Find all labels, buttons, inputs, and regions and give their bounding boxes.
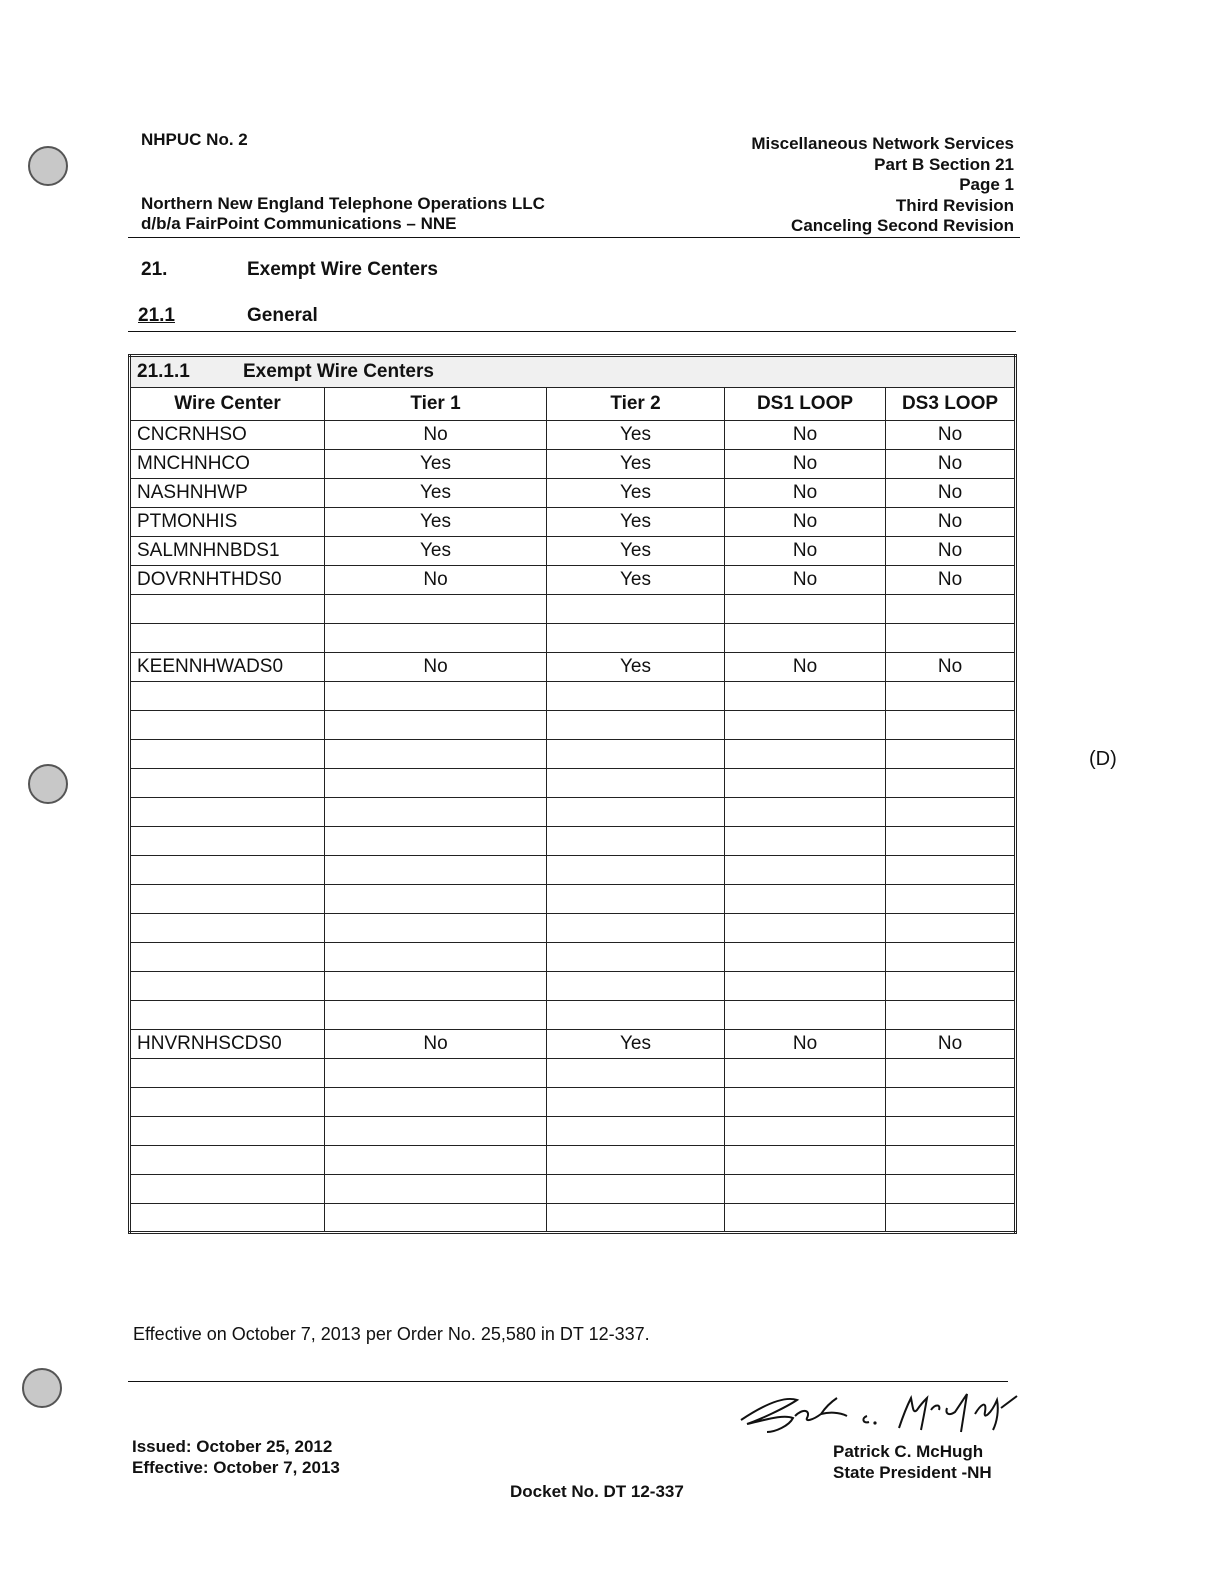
table-cell <box>886 1117 1016 1146</box>
table-cell <box>547 1117 725 1146</box>
table-cell <box>325 1088 547 1117</box>
table-row <box>130 1204 1016 1233</box>
wire-center-cell <box>130 595 325 624</box>
company-dba: d/b/a FairPoint Communications – NNE <box>141 214 457 233</box>
table-cell <box>725 885 886 914</box>
table-cell: Yes <box>325 508 547 537</box>
wire-center-cell <box>130 914 325 943</box>
table-cell <box>725 1175 886 1204</box>
tariff-number: NHPUC No. 2 <box>141 130 248 149</box>
table-cell: No <box>325 1030 547 1059</box>
table-cell <box>547 740 725 769</box>
table-cell <box>886 885 1016 914</box>
table-cell <box>325 624 547 653</box>
wire-center-cell: NASHNHWP <box>130 479 325 508</box>
table-cell: No <box>886 421 1016 450</box>
table-cell: Yes <box>547 508 725 537</box>
table-cell: Yes <box>325 537 547 566</box>
handwritten-signature <box>735 1390 1020 1438</box>
table-cell <box>725 682 886 711</box>
table-cell <box>547 769 725 798</box>
section-number: 21. <box>141 259 168 280</box>
wire-center-cell <box>130 1146 325 1175</box>
table-row <box>130 421 1016 450</box>
wire-center-cell <box>130 885 325 914</box>
table-cell <box>886 1146 1016 1175</box>
subsection-title: General <box>247 305 318 326</box>
table-row <box>130 624 1016 653</box>
binder-hole-bottom <box>22 1368 62 1408</box>
wire-center-cell <box>130 856 325 885</box>
table-cell <box>725 595 886 624</box>
table-cell <box>547 1088 725 1117</box>
table-cell <box>325 885 547 914</box>
table-cell <box>325 711 547 740</box>
table-cell <box>547 827 725 856</box>
table-row <box>130 1146 1016 1175</box>
table-cell: No <box>725 421 886 450</box>
wire-center-cell <box>130 1059 325 1088</box>
header-revision: Third Revision <box>895 195 1014 215</box>
issue-dates <box>132 1436 340 1478</box>
table-cell <box>886 1001 1016 1030</box>
footer-rule <box>128 1381 1008 1382</box>
subsection-rule <box>128 331 1016 332</box>
table-cell <box>547 856 725 885</box>
table-row <box>130 566 1016 595</box>
wire-center-cell: DOVRNHTHDS0 <box>130 566 325 595</box>
table-cell <box>725 1146 886 1175</box>
table-cell <box>547 798 725 827</box>
wire-center-cell <box>130 740 325 769</box>
table-cell <box>725 711 886 740</box>
table-row <box>130 1030 1016 1059</box>
wire-center-cell <box>130 1001 325 1030</box>
table-cell <box>547 595 725 624</box>
table-row <box>130 479 1016 508</box>
revision-marker: (D) <box>1089 748 1117 770</box>
wire-center-cell <box>130 1088 325 1117</box>
wire-center-cell: CNCRNHSO <box>130 421 325 450</box>
table-cell <box>886 1059 1016 1088</box>
table-row <box>130 711 1016 740</box>
table-cell <box>325 682 547 711</box>
table-row <box>130 914 1016 943</box>
signer-name: Patrick C. McHugh <box>833 1442 984 1461</box>
table-cell: No <box>725 653 886 682</box>
column-header-tier-1: Tier 1 <box>325 388 547 421</box>
header-rule <box>128 237 1020 238</box>
effective-note: Effective on October 7, 2013 per Order No. 25,580 in DT 12-337. <box>133 1324 650 1344</box>
signer-title: State President -NH <box>833 1463 992 1482</box>
table-cell <box>325 943 547 972</box>
table-cell <box>547 1001 725 1030</box>
column-header-ds1-loop: DS1 LOOP <box>725 388 886 421</box>
table-cell <box>725 972 886 1001</box>
table-cell <box>725 798 886 827</box>
table-cell <box>547 972 725 1001</box>
wire-center-cell: KEENNHWADS0 <box>130 653 325 682</box>
table-cell <box>325 1117 547 1146</box>
table-cell: No <box>725 450 886 479</box>
table-row <box>130 769 1016 798</box>
wire-center-cell <box>130 711 325 740</box>
table-row <box>130 595 1016 624</box>
table-row <box>130 450 1016 479</box>
binder-hole-top <box>28 146 68 186</box>
table-row <box>130 885 1016 914</box>
section-title: Exempt Wire Centers <box>247 259 438 280</box>
issued-date: Issued: October 25, 2012 <box>132 1437 333 1456</box>
wire-center-cell <box>130 1117 325 1146</box>
table-row <box>130 943 1016 972</box>
table-row <box>130 653 1016 682</box>
table-cell <box>325 769 547 798</box>
table-cell <box>886 769 1016 798</box>
table-cell <box>725 740 886 769</box>
table-cell <box>547 682 725 711</box>
table-cell <box>886 1204 1016 1233</box>
wire-center-cell <box>130 972 325 1001</box>
wire-center-cell <box>130 798 325 827</box>
column-header-tier-2: Tier 2 <box>547 388 725 421</box>
table-cell <box>886 827 1016 856</box>
table-cell <box>725 1001 886 1030</box>
table-cell: No <box>886 479 1016 508</box>
exempt-wire-centers-table <box>128 354 1017 1234</box>
signer-block <box>833 1441 992 1483</box>
table-cell <box>725 1117 886 1146</box>
table-cell: Yes <box>547 1030 725 1059</box>
table-cell: Yes <box>325 450 547 479</box>
table-cell <box>325 1175 547 1204</box>
table-cell: No <box>725 537 886 566</box>
table-cell <box>886 624 1016 653</box>
table-cell <box>886 740 1016 769</box>
table-cell: No <box>725 479 886 508</box>
table-cell <box>725 1088 886 1117</box>
table-cell <box>325 972 547 1001</box>
table-cell <box>886 1175 1016 1204</box>
table-row <box>130 682 1016 711</box>
table-cell <box>725 914 886 943</box>
table-cell <box>725 769 886 798</box>
table-cell: No <box>325 653 547 682</box>
table-cell <box>325 1146 547 1175</box>
table-cell <box>547 885 725 914</box>
header-canceling: Canceling Second Revision <box>791 216 1014 235</box>
table-cell <box>886 595 1016 624</box>
company-name: Northern New England Telephone Operations LLC <box>141 194 545 213</box>
table-cell <box>325 856 547 885</box>
table-row <box>130 1059 1016 1088</box>
table-cell: Yes <box>547 479 725 508</box>
table-cell <box>886 798 1016 827</box>
wire-center-cell <box>130 682 325 711</box>
table-cell: No <box>886 653 1016 682</box>
docket-number: Docket No. DT 12-337 <box>510 1482 684 1501</box>
table-cell: Yes <box>325 479 547 508</box>
table-cell: No <box>886 566 1016 595</box>
wire-center-cell <box>130 827 325 856</box>
table-cell <box>325 595 547 624</box>
table-cell: Yes <box>547 653 725 682</box>
wire-center-cell <box>130 624 325 653</box>
table-cell <box>547 624 725 653</box>
table-cell <box>725 943 886 972</box>
table-cell: No <box>886 508 1016 537</box>
table-cell <box>547 943 725 972</box>
table-cell: No <box>886 1030 1016 1059</box>
table-row <box>130 1088 1016 1117</box>
table-row <box>130 508 1016 537</box>
table-cell <box>886 943 1016 972</box>
table-cell <box>886 914 1016 943</box>
table-cell <box>886 1088 1016 1117</box>
wire-center-cell <box>130 1175 325 1204</box>
table-cell: Yes <box>547 421 725 450</box>
wire-center-cell <box>130 769 325 798</box>
table-cell <box>325 1204 547 1233</box>
table-cell: No <box>725 1030 886 1059</box>
table-cell <box>725 1204 886 1233</box>
header-page: Page 1 <box>959 175 1014 194</box>
table-row <box>130 537 1016 566</box>
table-cell: No <box>886 537 1016 566</box>
wire-center-cell: HNVRNHSCDS0 <box>130 1030 325 1059</box>
table-cell <box>725 827 886 856</box>
wire-center-cell <box>130 1204 325 1233</box>
table-cell <box>547 711 725 740</box>
wire-center-cell <box>130 943 325 972</box>
table-cell <box>725 1059 886 1088</box>
header-part-section: Part B Section 21 <box>874 154 1014 174</box>
wire-center-cell: MNCHNHCO <box>130 450 325 479</box>
table-body <box>130 421 1016 1233</box>
table-row <box>130 798 1016 827</box>
table-row <box>130 856 1016 885</box>
table-cell <box>725 624 886 653</box>
table-caption-number: 21.1.1 <box>137 361 190 382</box>
binder-hole-middle <box>28 764 68 804</box>
table-cell: Yes <box>547 566 725 595</box>
table-cell: Yes <box>547 537 725 566</box>
table-cell <box>886 972 1016 1001</box>
table-cell <box>725 856 886 885</box>
table-row <box>130 972 1016 1001</box>
table-row <box>130 1001 1016 1030</box>
table-cell: No <box>725 508 886 537</box>
column-header-ds3-loop: DS3 LOOP <box>886 388 1016 421</box>
table-cell <box>325 1001 547 1030</box>
table-cell: No <box>886 450 1016 479</box>
table-cell <box>547 1204 725 1233</box>
column-header-wire-center: Wire Center <box>130 388 325 421</box>
table-cell <box>325 827 547 856</box>
table-cell: No <box>325 421 547 450</box>
table-cell <box>547 914 725 943</box>
table-row <box>130 1117 1016 1146</box>
table-cell <box>547 1175 725 1204</box>
header-section-name: Miscellaneous Network Services <box>751 134 1014 153</box>
header-right-block <box>751 134 1014 237</box>
table-cell: No <box>325 566 547 595</box>
table-cell <box>547 1059 725 1088</box>
table-cell <box>547 1146 725 1175</box>
table-cell <box>886 856 1016 885</box>
table-cell <box>886 711 1016 740</box>
table-row <box>130 1175 1016 1204</box>
table-cell: No <box>725 566 886 595</box>
table-cell <box>325 798 547 827</box>
wire-center-cell: PTMONHIS <box>130 508 325 537</box>
subsection-number: 21.1 <box>138 305 175 326</box>
wire-center-cell: SALMNHNBDS1 <box>130 537 325 566</box>
effective-date: Effective: October 7, 2013 <box>132 1458 340 1477</box>
table-caption <box>130 356 1016 388</box>
table-header-row <box>130 388 1016 421</box>
table-caption-title: Exempt Wire Centers <box>243 361 434 382</box>
table-cell <box>325 914 547 943</box>
table-cell <box>325 740 547 769</box>
table-row <box>130 740 1016 769</box>
table-cell <box>886 682 1016 711</box>
table-row <box>130 827 1016 856</box>
table-cell: Yes <box>547 450 725 479</box>
table-cell <box>325 1059 547 1088</box>
